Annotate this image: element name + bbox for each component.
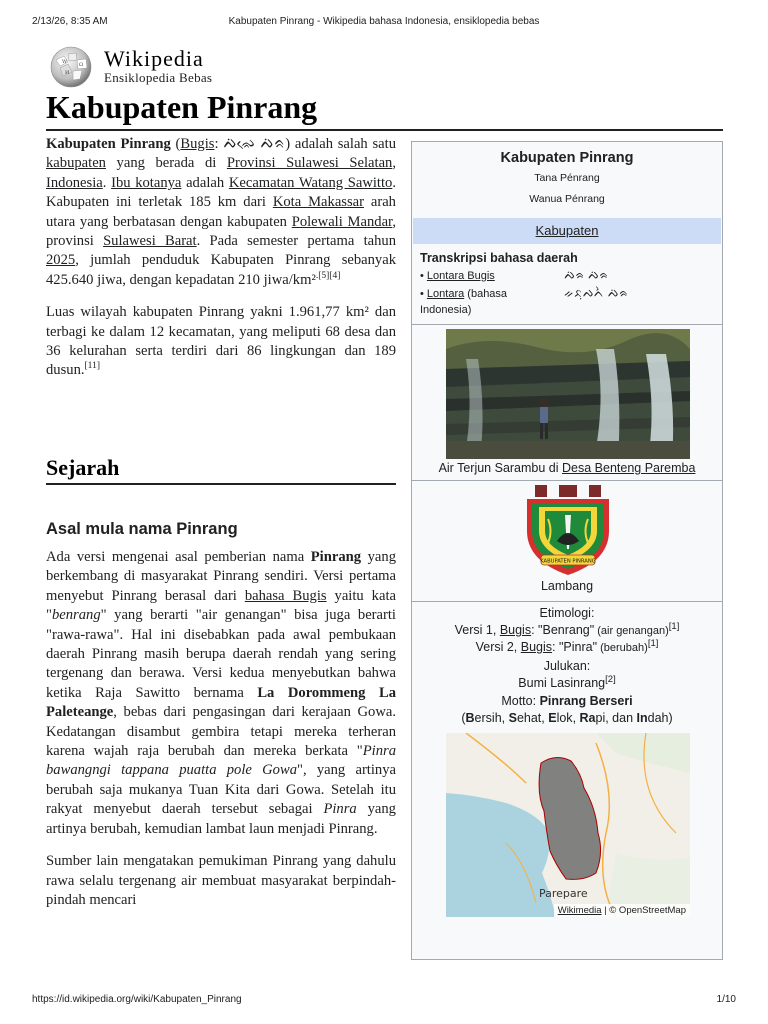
link-ibu-kota[interactable]: Ibu kotanya xyxy=(111,174,182,191)
text: , xyxy=(501,711,509,725)
wikipedia-globe-icon xyxy=(46,44,96,88)
infobox-type-band[interactable] xyxy=(413,218,721,244)
article-intro xyxy=(46,135,396,394)
print-page-number: 1/10 xyxy=(716,994,736,1005)
citation-ref[interactable]: [1] xyxy=(647,637,659,649)
text: : "Pinra" xyxy=(552,640,598,654)
motto-expansion xyxy=(412,710,722,727)
transcript-row-lontara: • Lontara (bahasa Indonesia) xyxy=(420,288,508,316)
map-city-label: Parepare xyxy=(539,887,588,900)
text: (air genangan) xyxy=(594,625,669,637)
text: ) xyxy=(668,711,673,725)
citation-ref[interactable]: [1] xyxy=(668,620,680,632)
text: , dan xyxy=(605,711,637,725)
emblem-caption: Lambang xyxy=(540,579,594,593)
print-page-title: Kabupaten Pinrang - Wikipedia bahasa Indonesia, ensiklopedia bebas xyxy=(228,16,540,27)
text: ( xyxy=(170,136,181,152)
text: Motto: xyxy=(501,694,540,708)
link-polewali-mandar[interactable]: Polewali Mandar xyxy=(291,213,393,230)
text: , xyxy=(392,155,396,172)
italic-term: benrang xyxy=(51,607,101,624)
julukan-label: Julukan: xyxy=(543,659,591,673)
emblem-banner-text: KABUPATEN PINRANG xyxy=(540,558,596,565)
intro-paragraph-2 xyxy=(46,303,396,381)
text: , xyxy=(572,711,580,725)
motto-value: Pinrang Berseri xyxy=(539,694,633,708)
text: (berubah) xyxy=(597,642,648,654)
text: , provinsi xyxy=(46,213,396,250)
regency-emblem[interactable] xyxy=(523,485,613,577)
link-lontara[interactable]: Lontara xyxy=(426,288,465,300)
lontara-script-value: ᨀᨅᨘᨄᨈᨛ ᨄᨗᨑ xyxy=(564,286,629,300)
citation-ref[interactable]: [2] xyxy=(605,673,616,685)
text: (bahasa xyxy=(464,288,508,300)
text: yang berada di xyxy=(105,155,227,172)
text: dah xyxy=(647,711,669,725)
infobox-divider xyxy=(412,601,722,602)
motto xyxy=(412,693,722,710)
etimologi-label: Etimologi: xyxy=(539,606,595,620)
intro-paragraph-1 xyxy=(46,135,396,290)
citation-ref[interactable]: [11] xyxy=(84,361,100,372)
text: , jumlah penduduk Kabupaten Pinrang sebanyak 425.640 jiwa, dengan kepadatan 210 jiwa/km² xyxy=(46,252,396,288)
waterfall-photo[interactable] xyxy=(446,329,690,459)
section-heading-sejarah: Sejarah xyxy=(46,455,120,480)
photo-caption xyxy=(412,461,722,475)
etimologi-versi-2 xyxy=(412,639,722,657)
italic-quote: Pinra bawangngi tappana puatta pole Gowa xyxy=(46,743,396,779)
infobox-divider xyxy=(412,480,722,481)
text: ehat xyxy=(516,711,542,725)
logo-tagline: Ensiklopedia Bebas xyxy=(104,70,213,85)
text: ( xyxy=(461,711,466,725)
text: yang berkembang di masyarakat Pinrang sendiri. Versi pertama menyebut Pinrang berasal dari xyxy=(46,549,396,604)
text: E xyxy=(548,711,557,725)
text: adalah xyxy=(181,174,229,191)
sejarah-paragraph-2: Sumber lain mengatakan pemukiman Pinrang yang dahulu rawa selalu tergenang air membuat masyarakat berpindah-pindah mencari xyxy=(46,853,396,908)
link-sulawesi-barat[interactable]: Sulawesi Barat xyxy=(103,233,197,250)
etimologi-versi-1 xyxy=(412,622,722,640)
text: In xyxy=(636,711,648,725)
text: arah utara yang berbatasan dengan kabupaten xyxy=(46,194,396,230)
print-header xyxy=(32,16,736,30)
link-lontara-bugis[interactable]: Lontara Bugis xyxy=(426,270,495,282)
link-kabupaten-type[interactable]: Kabupaten xyxy=(535,223,599,238)
link-bugis-versi-2[interactable]: Bugis xyxy=(520,640,553,654)
link-kabupaten[interactable]: kabupaten xyxy=(46,155,106,172)
print-footer xyxy=(32,994,736,1008)
link-wikimedia[interactable]: Wikimedia xyxy=(557,905,602,916)
text: , bebas dari pengasingan dari kerajaan Gowa. Kedatangan disambut gembira tetapi mereka terheran karena wajah raja berubah dan mereka berkata " xyxy=(46,704,396,760)
text: pi xyxy=(595,711,606,725)
italic-term: Pinra xyxy=(323,801,357,818)
svg-text:Ω: Ω xyxy=(79,62,84,68)
text: : ᨄᨗᨋᨙ ᨄᨗᨑ) xyxy=(214,136,291,152)
logo-wordmark: Wikipedia xyxy=(104,46,204,71)
text: S xyxy=(508,711,517,725)
text: , xyxy=(541,711,549,725)
wikipedia-logo[interactable] xyxy=(46,44,246,88)
link-bugis[interactable]: Bugis xyxy=(180,136,215,152)
bold-term: La Dorommeng La Paleteange xyxy=(46,684,396,721)
link-2025[interactable]: 2025 xyxy=(46,252,76,269)
citation-ref[interactable]: .[5][4] xyxy=(315,270,341,281)
print-url: https://id.wikipedia.org/wiki/Kabupaten_Pinrang xyxy=(32,994,242,1005)
text: yaitu kata " xyxy=(46,587,396,624)
link-provinsi-sulawesi-selatan[interactable]: Provinsi Sulawesi Selatan xyxy=(226,155,393,172)
text: adalah salah satu xyxy=(290,136,396,152)
text: B xyxy=(465,711,475,725)
text: Ada versi mengenai asal pemberian nama xyxy=(46,549,311,565)
link-bugis-versi-1[interactable]: Bugis xyxy=(499,623,532,637)
text: " yang berarti "air genangan" bisa juga berarti "rawa-rawa". Hal ini disebabkan pada awal pembukaan daerah Pinrang masih berupa daerah rendah yang sering tergenang dan berawa. Versi kedua menyebutkan bahwa ketika Raja Sawitto bernama xyxy=(46,607,396,701)
link-watang-sawitto[interactable]: Kecamatan Watang Sawitto xyxy=(228,174,393,191)
infobox xyxy=(411,141,723,960)
infobox-title: Kabupaten Pinrang xyxy=(500,150,634,166)
infobox-native-name-1: Tana Pénrang xyxy=(534,172,600,184)
title-divider xyxy=(46,129,723,131)
text: Indonesia) xyxy=(420,304,472,316)
text: Bumi Lasinrang xyxy=(518,676,606,690)
text: ersih xyxy=(474,711,502,725)
text: . Pada semester pertama tahun xyxy=(196,233,396,250)
location-map[interactable] xyxy=(446,733,690,917)
page-title: Kabupaten Pinrang xyxy=(46,89,318,125)
transcript-header: Transkripsi bahasa daerah xyxy=(420,251,578,265)
text: Air Terjun Sarambu di xyxy=(438,461,562,475)
text: ", yang artinya berubah saja mukanya Tuan Kita dari Gowa. Setelah itu rakyat menyebut daerah tersebut sebagai xyxy=(46,762,396,818)
link-indonesia[interactable]: Indonesia xyxy=(46,174,103,191)
text: Ra xyxy=(579,711,596,725)
text: yang artinya berubah, kemudian lambat laun menjadi Pinrang. xyxy=(46,801,396,837)
julukan-value xyxy=(412,675,722,692)
text: Versi 2, xyxy=(475,640,521,654)
text: | © OpenStreetMap xyxy=(601,905,686,916)
sejarah-body xyxy=(46,548,396,923)
section-divider xyxy=(46,483,396,485)
text: . xyxy=(102,174,112,191)
link-kota-makassar[interactable]: Kota Makassar xyxy=(272,194,364,211)
text: Luas wilayah kabupaten Pinrang yakni 1.961,77 km² dan terbagi ke dalam 12 kecamatan, yang meliputi 68 desa dan 36 kelurahan serta terdiri dari 86 lingkungan dan 189 dusun. xyxy=(46,304,396,379)
text: Versi 1, xyxy=(454,623,500,637)
sejarah-paragraph-1 xyxy=(46,548,396,839)
infobox-native-name-2: Wanua Pénrang xyxy=(529,193,605,205)
map-attribution xyxy=(554,904,690,917)
link-desa-benteng-paremba[interactable]: Desa Benteng Paremba xyxy=(562,461,696,475)
subsection-heading-asal-mula: Asal mula nama Pinrang xyxy=(46,520,238,538)
print-datetime: 2/13/26, 8:35 AM xyxy=(32,16,108,27)
bold-term: Pinrang xyxy=(310,549,362,565)
transcript-row-bugis: • Lontara Bugis xyxy=(420,270,495,282)
svg-text:И: И xyxy=(65,70,70,76)
bugis-script-value: ᨄᨗᨑ ᨄᨗᨑ xyxy=(564,268,609,282)
map-graphic xyxy=(446,733,690,917)
text: . Kabupaten ini terletak 185 km dari xyxy=(46,174,396,211)
link-bahasa-bugis[interactable]: bahasa Bugis xyxy=(244,587,327,604)
text: lok xyxy=(556,711,573,725)
infobox-divider xyxy=(412,324,722,325)
svg-text:W: W xyxy=(62,59,68,65)
intro-bold-title: Kabupaten Pinrang xyxy=(46,136,171,152)
text: : "Benrang" xyxy=(531,623,595,637)
